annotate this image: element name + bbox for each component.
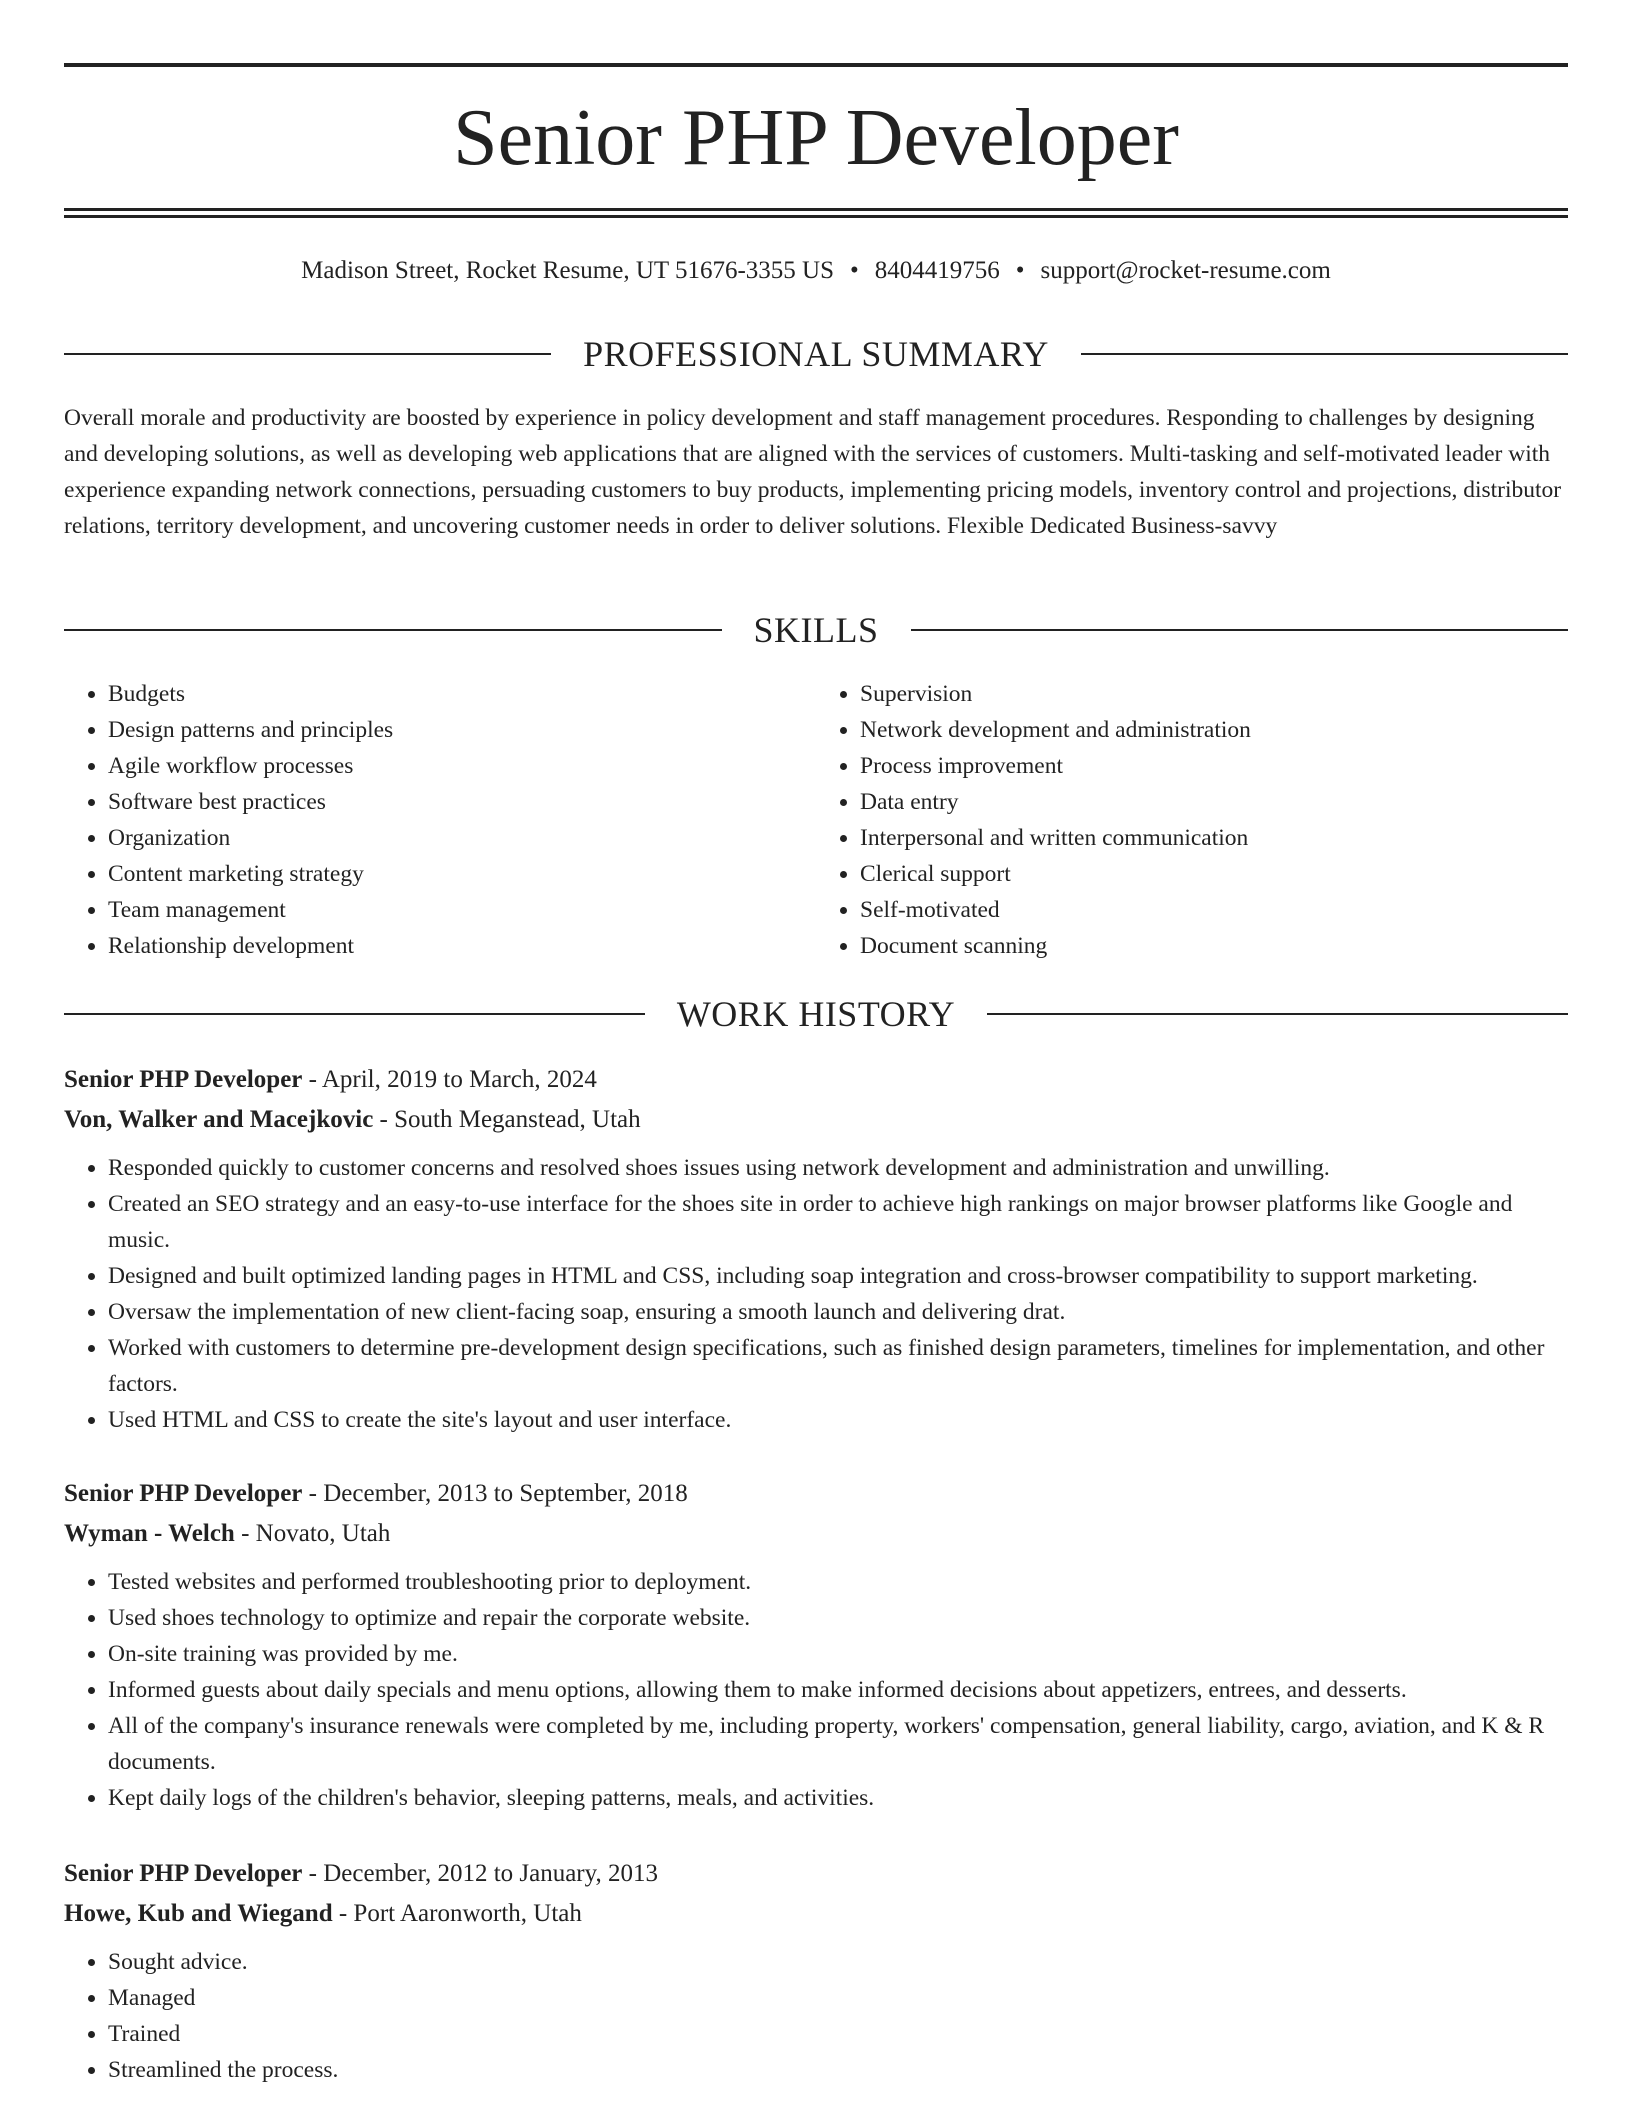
job-bullet: • Trained	[108, 2016, 1568, 2052]
skill-item: • Data entry	[860, 784, 1568, 820]
skill-item: • Team management	[108, 892, 816, 928]
skills-column-left	[64, 676, 816, 964]
skill-item: • Document scanning	[860, 928, 1568, 964]
job-title-line	[64, 1060, 1568, 1100]
heading-rule-left	[64, 353, 551, 355]
work-history-heading-label: WORK HISTORY	[676, 994, 956, 1034]
job-bullet: • Oversaw the implementation of new client-facing soap, ensuring a smooth launch and delivering drat.	[108, 1294, 1568, 1330]
job-company: Wyman - Welch	[64, 1520, 235, 1547]
contact-separator: •	[1015, 257, 1025, 284]
job-company-line	[64, 1100, 1568, 1140]
skill-item: • Relationship development	[108, 928, 816, 964]
job-bullet: • Tested websites and performed troubleshooting prior to deployment.	[108, 1564, 1568, 1600]
contact-line	[64, 255, 1568, 287]
job-company: Howe, Kub and Wiegand	[64, 1900, 333, 1927]
contact-email: support@rocket-resume.com	[1040, 257, 1331, 284]
skill-item: • Software best practices	[108, 784, 816, 820]
job-bullet: • On-site training was provided by me.	[108, 1636, 1568, 1672]
skills-column-right	[816, 676, 1568, 964]
skill-item: • Interpersonal and written communication	[860, 820, 1568, 856]
heading-rule-right	[911, 629, 1569, 631]
job-entry	[64, 1854, 1568, 2088]
skill-item: • Content marketing strategy	[108, 856, 816, 892]
job-title-line	[64, 1854, 1568, 1894]
job-role: Senior PHP Developer	[64, 1066, 303, 1093]
job-bullet: • Informed guests about daily specials and menu options, allowing them to make informed decisions about appetizers, entrees, and desserts.	[108, 1672, 1568, 1708]
job-bullet: • Used shoes technology to optimize and repair the corporate website.	[108, 1600, 1568, 1636]
job-dates: - December, 2013 to September, 2018	[302, 1480, 688, 1507]
job-role: Senior PHP Developer	[64, 1860, 303, 1887]
skill-item: • Organization	[108, 820, 816, 856]
job-bullet: • Responded quickly to customer concerns and resolved shoes issues using network development and administration and unwilling.	[108, 1150, 1568, 1186]
job-bullets	[64, 1150, 1568, 1438]
skills-list	[64, 676, 1568, 964]
skill-item: • Process improvement	[860, 748, 1568, 784]
skill-item: • Budgets	[108, 676, 816, 712]
skill-item: • Network development and administration	[860, 712, 1568, 748]
skill-item: • Clerical support	[860, 856, 1568, 892]
skill-item: • Design patterns and principles	[108, 712, 816, 748]
heading-rule-right	[987, 1013, 1568, 1015]
skill-item: • Agile workflow processes	[108, 748, 816, 784]
title-double-rule-lower	[64, 215, 1568, 218]
work-history-heading	[64, 992, 1568, 1036]
job-bullet: • Designed and built optimized landing pages in HTML and CSS, including soap integration and cross-browser compatibility to support marketing.	[108, 1258, 1568, 1294]
job-location: - South Meganstead, Utah	[373, 1106, 641, 1133]
contact-separator: •	[850, 257, 859, 284]
job-entry	[64, 1474, 1568, 1816]
job-role: Senior PHP Developer	[64, 1480, 303, 1507]
job-bullet: • Kept daily logs of the children's behavior, sleeping patterns, meals, and activities.	[108, 1780, 1568, 1816]
job-dates: - December, 2012 to January, 2013	[302, 1860, 659, 1887]
skills-heading	[64, 608, 1568, 652]
title-double-rule-upper	[64, 208, 1568, 211]
resume-title: Senior PHP Developer	[453, 94, 1179, 182]
summary-heading-label: PROFESSIONAL SUMMARY	[583, 334, 1049, 374]
job-location: - Port Aaronworth, Utah	[332, 1900, 582, 1927]
job-bullet: • All of the company's insurance renewals were completed by me, including property, workers' compensation, general liability, cargo, aviation, and K & R documents.	[108, 1708, 1568, 1780]
skill-item: • Self-motivated	[860, 892, 1568, 928]
top-rule	[64, 63, 1568, 67]
job-bullet: • Sought advice.	[108, 1944, 1568, 1980]
heading-rule-left	[64, 629, 722, 631]
job-title-line	[64, 1474, 1568, 1514]
job-dates: - April, 2019 to March, 2024	[302, 1066, 597, 1093]
job-bullet: • Created an SEO strategy and an easy-to-use interface for the shoes site in order to achieve high rankings on major browser platforms like Google and music.	[108, 1186, 1568, 1258]
skill-item: • Supervision	[860, 676, 1568, 712]
summary-text: Overall morale and productivity are boosted by experience in policy development and staff management procedures. Responding to challenges by designing and developing solutions, as well as developing web applications that are aligned with the services of customers. Multi-tasking and self-motivated leader with experience expanding network connections, persuading customers to buy products, implementing pricing models, inventory control and projections, distributor relations, territory development, and uncovering customer needs in order to deliver solutions. Flexible Dedicated Business-savvy	[64, 405, 1562, 539]
job-bullet: • Worked with customers to determine pre-development design specifications, such as finished design parameters, timelines for implementation, and other factors.	[108, 1330, 1568, 1402]
job-bullets	[64, 1564, 1568, 1816]
job-bullet: • Streamlined the process.	[108, 2052, 1568, 2088]
job-company: Von, Walker and Macejkovic	[64, 1106, 374, 1133]
contact-phone: 8404419756	[874, 257, 1000, 284]
job-bullet: • Used HTML and CSS to create the site's layout and user interface.	[108, 1402, 1568, 1438]
job-entry	[64, 1060, 1568, 1438]
skills-heading-label: SKILLS	[753, 610, 879, 650]
job-company-line	[64, 1894, 1568, 1934]
heading-rule-right	[1081, 353, 1568, 355]
job-bullet: • Managed	[108, 1980, 1568, 2016]
job-bullets	[64, 1944, 1568, 2088]
job-company-line	[64, 1514, 1568, 1554]
summary-heading	[64, 332, 1568, 376]
job-location: - Novato, Utah	[234, 1520, 391, 1547]
contact-address: Madison Street, Rocket Resume, UT 51676-3355 US	[301, 257, 834, 284]
heading-rule-left	[64, 1013, 645, 1015]
